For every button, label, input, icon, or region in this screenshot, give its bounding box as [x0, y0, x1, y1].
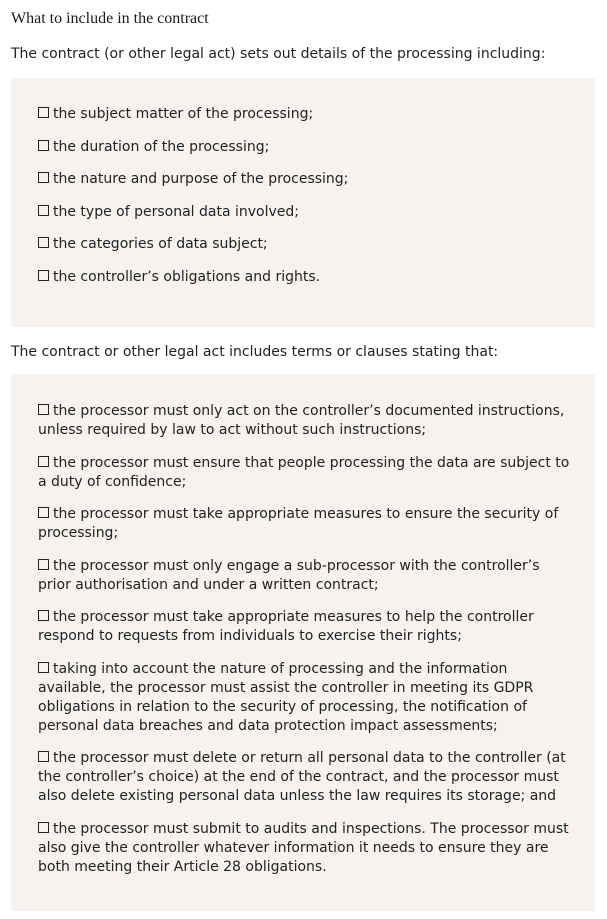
- checkbox-icon[interactable]: [38, 270, 49, 281]
- checklist-item: [38, 203, 595, 221]
- checklist-item-text: the processor must only engage a sub-processor with the controller’s prior authorisation and under a written contract;: [38, 557, 540, 593]
- checkbox-icon[interactable]: [38, 559, 49, 570]
- checkbox-icon[interactable]: [38, 662, 49, 673]
- checkbox-icon[interactable]: [38, 237, 49, 248]
- checklist-item: [38, 268, 595, 286]
- checkbox-icon[interactable]: [38, 822, 49, 833]
- checkbox-icon[interactable]: [38, 751, 49, 762]
- checklist-item-text: the duration of the processing;: [53, 138, 270, 155]
- checklist-item-text: the nature and purpose of the processing;: [53, 171, 349, 187]
- checklist-item: [38, 170, 595, 188]
- checklist-item-text: the controller’s obligations and rights.: [53, 268, 321, 285]
- checklist-item-text: the processor must submit to audits and inspections. The processor must also give the controller whatever information it needs to ensure they are both meeting their Article 28 obligations.: [38, 820, 569, 875]
- checkbox-icon[interactable]: [38, 107, 49, 118]
- checklist-item-text: the processor must take appropriate measures to ensure the security of processing;: [38, 506, 559, 541]
- checklist-item: [38, 660, 574, 736]
- checkbox-icon[interactable]: [38, 610, 49, 621]
- section2-checklist: [11, 374, 595, 877]
- checkbox-icon[interactable]: [38, 205, 49, 216]
- checklist-item-text: the processor must delete or return all personal data to the controller (at the controller’s choice) at the end of the contract, and the processor must also delete existing personal data unless the law requires its storage; and: [38, 750, 566, 804]
- checkbox-icon[interactable]: [38, 507, 49, 518]
- checklist-item: [38, 820, 574, 877]
- checklist-item: [38, 749, 574, 806]
- checkbox-icon[interactable]: [38, 172, 49, 183]
- checkbox-icon[interactable]: [38, 140, 49, 151]
- checklist-item-text: the processor must only act on the controller’s documented instructions, unless required by law to act without such instructions;: [38, 403, 565, 438]
- checklist-item: [38, 557, 574, 595]
- checklist-item: [38, 105, 595, 123]
- checkbox-icon[interactable]: [38, 404, 49, 415]
- checklist-item-text: the subject matter of the processing;: [53, 106, 314, 122]
- page-title: What to include in the contract: [11, 10, 209, 27]
- checklist-item: [38, 138, 595, 156]
- section1-checklist-box: [11, 78, 595, 327]
- checklist-item: [38, 505, 574, 543]
- checklist-item-text: the processor must ensure that people processing the data are subject to a duty of confidence;: [38, 454, 570, 490]
- section2-intro: The contract or other legal act includes terms or clauses stating that:: [11, 344, 499, 360]
- checklist-item: [38, 454, 574, 492]
- section2-checklist-box: [11, 374, 595, 911]
- checklist-item: [38, 608, 574, 646]
- checklist-item-text: the categories of data subject;: [53, 236, 268, 252]
- section1-intro: The contract (or other legal act) sets out details of the processing including:: [11, 46, 546, 62]
- checklist-item-text: the processor must take appropriate measures to help the controller respond to requests from individuals to exercise their rights;: [38, 609, 534, 644]
- checklist-item: [38, 235, 595, 253]
- checklist-item-text: the type of personal data involved;: [53, 203, 299, 220]
- checkbox-icon[interactable]: [38, 456, 49, 467]
- checklist-item: [38, 402, 574, 440]
- checklist-item-text: taking into account the nature of processing and the information available, the processor must assist the controller in meeting its GDPR obligations in relation to the security of processing, the notification of personal data breaches and data protection impact assessments;: [38, 660, 534, 734]
- section1-checklist: [11, 78, 595, 286]
